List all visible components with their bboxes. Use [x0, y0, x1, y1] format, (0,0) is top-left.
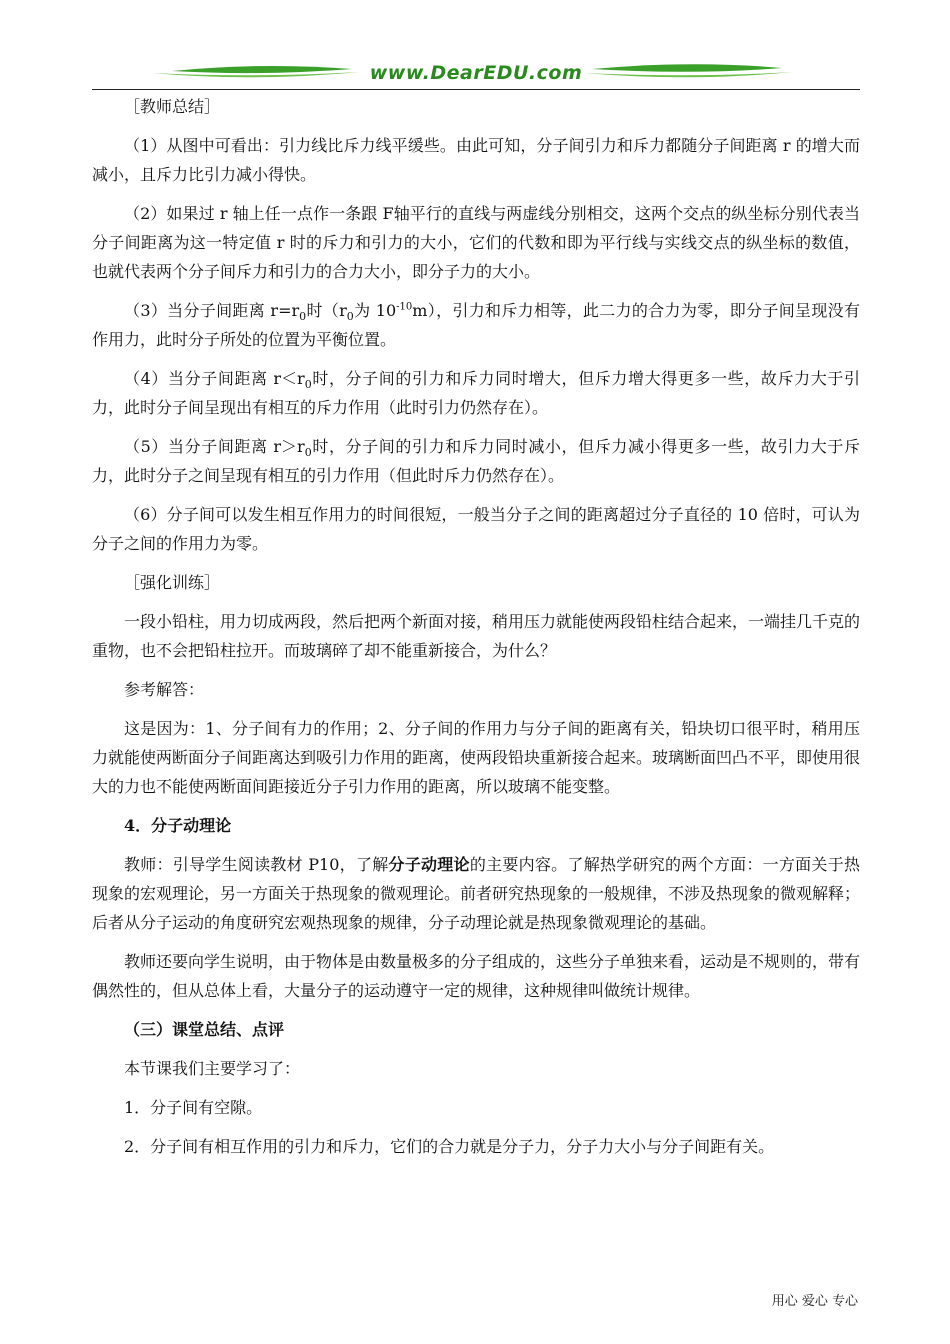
summary-point-1: （1）从图中可看出：引力线比斥力线平缓些。由此可知，分子间引力和斥力都随分子间距离 r 的增大而减小，且斥力比引力减小得快。 — [92, 136, 860, 184]
training-question: 一段小铅柱，用力切成两段，然后把两个新面对接，稍用压力就能使两段铅柱结合起来，一端挂几千克的重物，也不会把铅柱拉开。而玻璃碎了却不能重新接合，为什么？ — [92, 612, 861, 660]
teacher-summary-heading: ［教师总结］ — [124, 97, 221, 116]
teacher-guidance-1: 教师：引导学生阅读教材 P10，了解分子动理论的主要内容。了解热学研究的两个方面：一方面关于热现象的宏观理论，另一方面关于热现象的微观理论。前者研究热现象的一般规律，不涉及热现象的微观解释；后者从分子运动的角度研究宏观热现象的规律，分子动理论就是热现象微观理论的基础。 — [92, 855, 861, 932]
teacher-guidance-2: 教师还要向学生说明，由于物体是由数量极多的分子组成的，这些分子单独来看，运动是不规则的，带有偶然性的，但从总体上看，大量分子的运动遵守一定的规律，这种规律叫做统计规律。 — [92, 952, 861, 1000]
summary-point-3: （3）当分子间距离 $r=r_0$时（$r_0$为 $10^{-10}m$），引力和斥力相等，此二力的合力为零，即分子间呈现没有作用力，此时分子所处的位置为平衡位置。 — [92, 301, 860, 349]
answer-text: 这是因为：1、分子间有力的作用；2、分子间的作用力与分子间的距离有关，铅块切口很平时，稍用压力就能使两断面分子间距离达到吸引力作用的距离，使两段铅块重新接合起来。玻璃断面凹凸不平，即使用很大的力也不能使两断面间距接近分子引力作用的距离，所以玻璃不能变整。 — [92, 719, 861, 796]
header-divider — [92, 89, 860, 90]
footer-motto: 用心 爱心 专心 — [771, 1294, 858, 1309]
summary-item-2: 2．分子间有相互作用的引力和斥力，它们的合力就是分子力，分子力大小与分子间距有关。 — [124, 1137, 775, 1156]
summary-intro: 本节课我们主要学习了： — [124, 1059, 301, 1078]
section-4-heading: 4．分子动理论 — [124, 816, 232, 835]
class-summary-heading: （三）课堂总结、点评 — [124, 1020, 285, 1039]
summary-item-1: 1．分子间有空隙。 — [124, 1098, 263, 1117]
training-heading: ［强化训练］ — [124, 573, 221, 592]
document-body — [92, 92, 860, 1171]
summary-point-6: （6）分子间可以发生相互作用力的时间很短，一般当分子之间的距离超过分子直径的 10 倍时，可认为分子之间的作用力为零。 — [92, 505, 860, 553]
summary-point-4: （4）当分子间距离 $r<r_0$时，分子间的引力和斥力同时增大，但斥力增大得更多一些，故斥力大于引力，此时分子间呈现出有相互的斥力作用（此时引力仍然存在）。 — [92, 369, 860, 417]
answer-heading: 参考解答： — [124, 680, 205, 699]
summary-point-2: （2）如果过 r 轴上任一点作一条跟 F轴平行的直线与两虚线分别相交，这两个交点的纵坐标分别代表当分子间距离为这一特定值 r 时的斥力和引力的大小，它们的代数和即为平行线与实线交点的纵坐标的数值，也就代表两个分子间斥力和引力的合力大小，即分子力的大小。 — [92, 204, 860, 281]
site-header — [92, 56, 860, 92]
site-logo-text[interactable]: www.DearEDU.com — [369, 62, 583, 84]
summary-point-5: （5）当分子间距离 $r>r_0$时，分子间的引力和斥力同时减小，但斥力减小得更多一些，故引力大于斥力，此时分子之间呈现有相互的引力作用（但此时斥力仍然存在）。 — [92, 437, 860, 485]
